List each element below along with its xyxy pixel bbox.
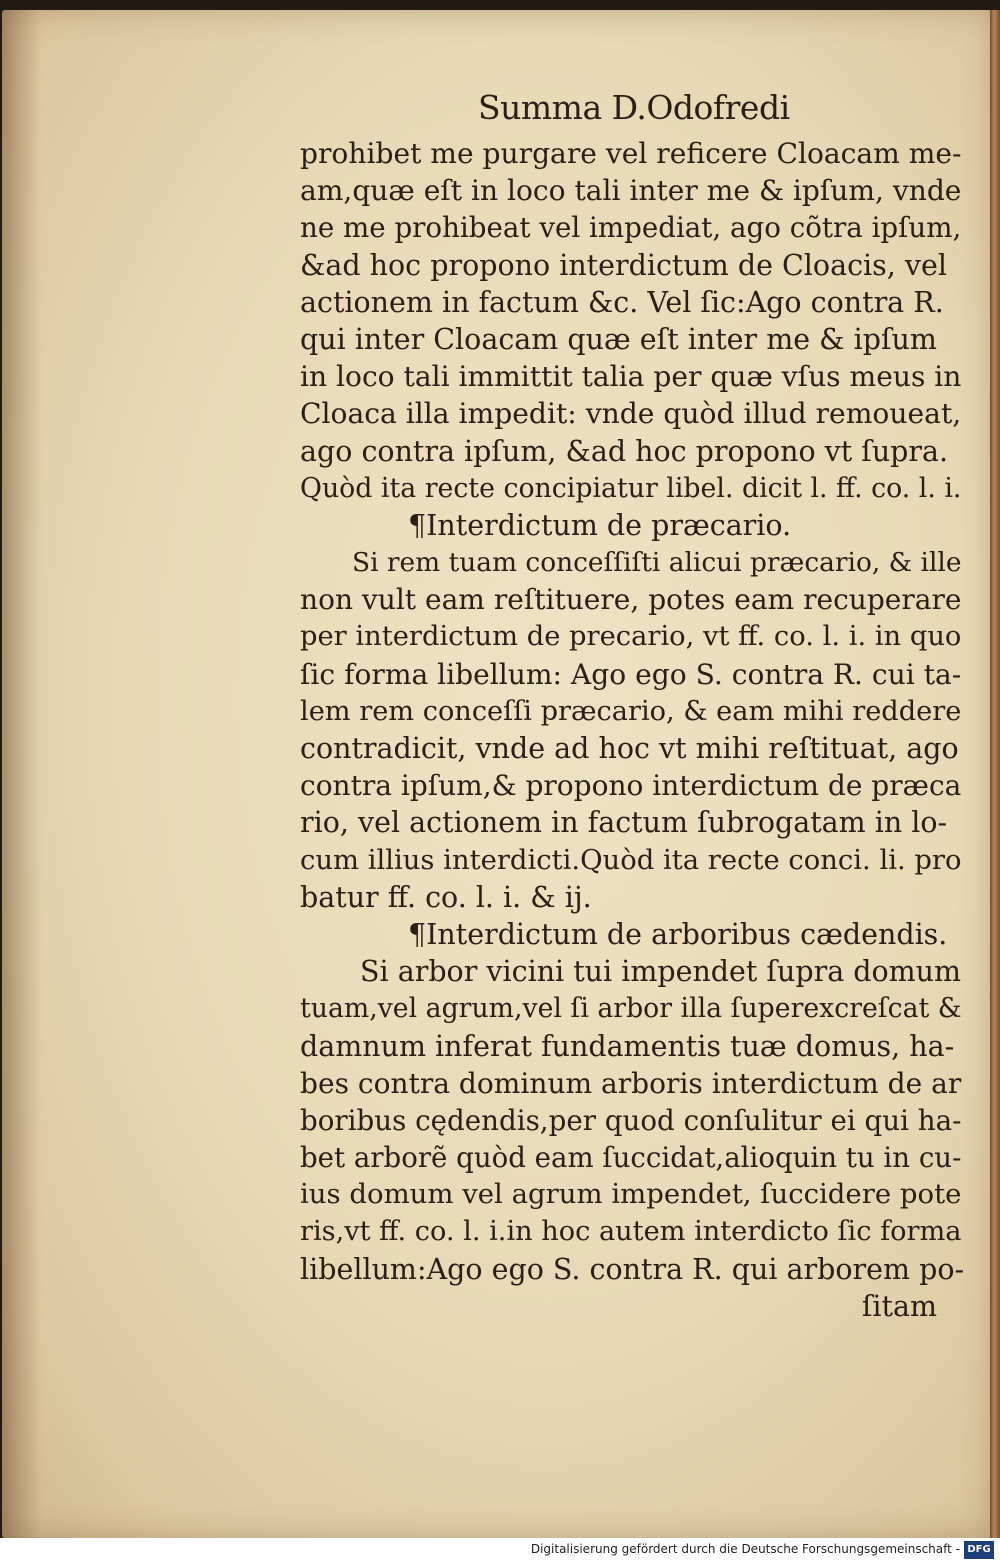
catchword: ſitam <box>861 1289 937 1323</box>
text-line: am,quæ eſt in loco tali inter me & ipſum, vnde <box>300 174 962 208</box>
text-line: in loco tali immittit talia per quæ vſus meus in <box>300 360 962 394</box>
text-line: cum illius interdicti.Quòd ita recte conci. li. pro <box>300 844 962 876</box>
text-line: boribus cędendis,per quod conſulitur ei qui ha- <box>300 1103 962 1137</box>
running-head: Summa D.Odofredi <box>478 88 790 127</box>
text-line: rio, vel actionem in factum ſubrogatam in lo- <box>300 806 948 840</box>
text-line: contradicit, vnde ad hoc vt mihi reſtituat, ago <box>300 732 959 765</box>
text-line: Cloaca illa impedit: vnde quòd illud remoueat, <box>300 397 962 431</box>
section-heading: ¶Interdictum de præcario. <box>408 508 792 542</box>
text-line: ne me prohibeat vel impediat, ago cõtra ipſum, <box>300 211 962 245</box>
text-line: ris,vt ff. co. l. i.in hoc autem interdicto ſic forma <box>300 1216 962 1248</box>
text-line: Quòd ita recte concipiatur libel. dicit l. ff. co. l. i. <box>300 472 962 504</box>
text-line: qui inter Cloacam quæ eſt inter me & ipſum <box>300 322 937 356</box>
page-fore-edge <box>990 10 1000 1538</box>
text-line: ago contra ipſum, &ad hoc propono vt ſupra. <box>300 434 949 468</box>
text-line: ſic forma libellum: Ago ego S. contra R. cui ta- <box>300 657 962 691</box>
text-line: per interdictum de precario, vt ff. co. l. i. in quo <box>300 621 962 653</box>
text-line: Si rem tuam conceſſiſti alicui præcario, & ille <box>352 547 962 579</box>
text-line: bet arborẽ quòd eam ſuccidat,alioquin tu in cu- <box>300 1141 962 1175</box>
text-line: non vult eam reſtituere, potes eam recuperare <box>300 583 962 617</box>
text-line: Si arbor vicini tui impendet ſupra domum <box>360 955 962 989</box>
text-line: batur ff. co. l. i. & ij. <box>300 880 592 914</box>
funding-notice: Digitalisierung gefördert durch die Deutsche Forschungsgemeinschaft - <box>530 1542 960 1556</box>
text-line: bes contra dominum arboris interdictum de ar <box>300 1066 962 1100</box>
text-line: contra ipſum,& propono interdictum de præca <box>300 769 962 803</box>
gutter-shadow <box>2 10 42 1538</box>
section-heading: ¶Interdictum de arboribus cædendis. <box>408 917 948 951</box>
text-line: actionem in factum &c. Vel ſic:Ago contra R. <box>300 285 944 319</box>
text-line: &ad hoc propono interdictum de Cloacis, vel <box>300 248 947 282</box>
text-line: tuam,vel agrum,vel ſi arbor illa ſuperexcreſcat & <box>300 993 962 1025</box>
text-line: lem rem conceſſi præcario, & eam mihi reddere <box>300 695 962 727</box>
footer-bar <box>0 1538 1000 1564</box>
text-line: libellum:Ago ego S. contra R. qui arborem po- <box>300 1252 965 1286</box>
dfg-logo-icon: DFG <box>964 1541 994 1559</box>
text-line: ius domum vel agrum impendet, ſuccidere pote <box>300 1178 962 1211</box>
text-block <box>300 135 965 1325</box>
text-line: prohibet me purgare vel reficere Cloacam me- <box>300 137 962 170</box>
text-line: damnum inferat fundamentis tuæ domus, ha- <box>300 1029 955 1063</box>
